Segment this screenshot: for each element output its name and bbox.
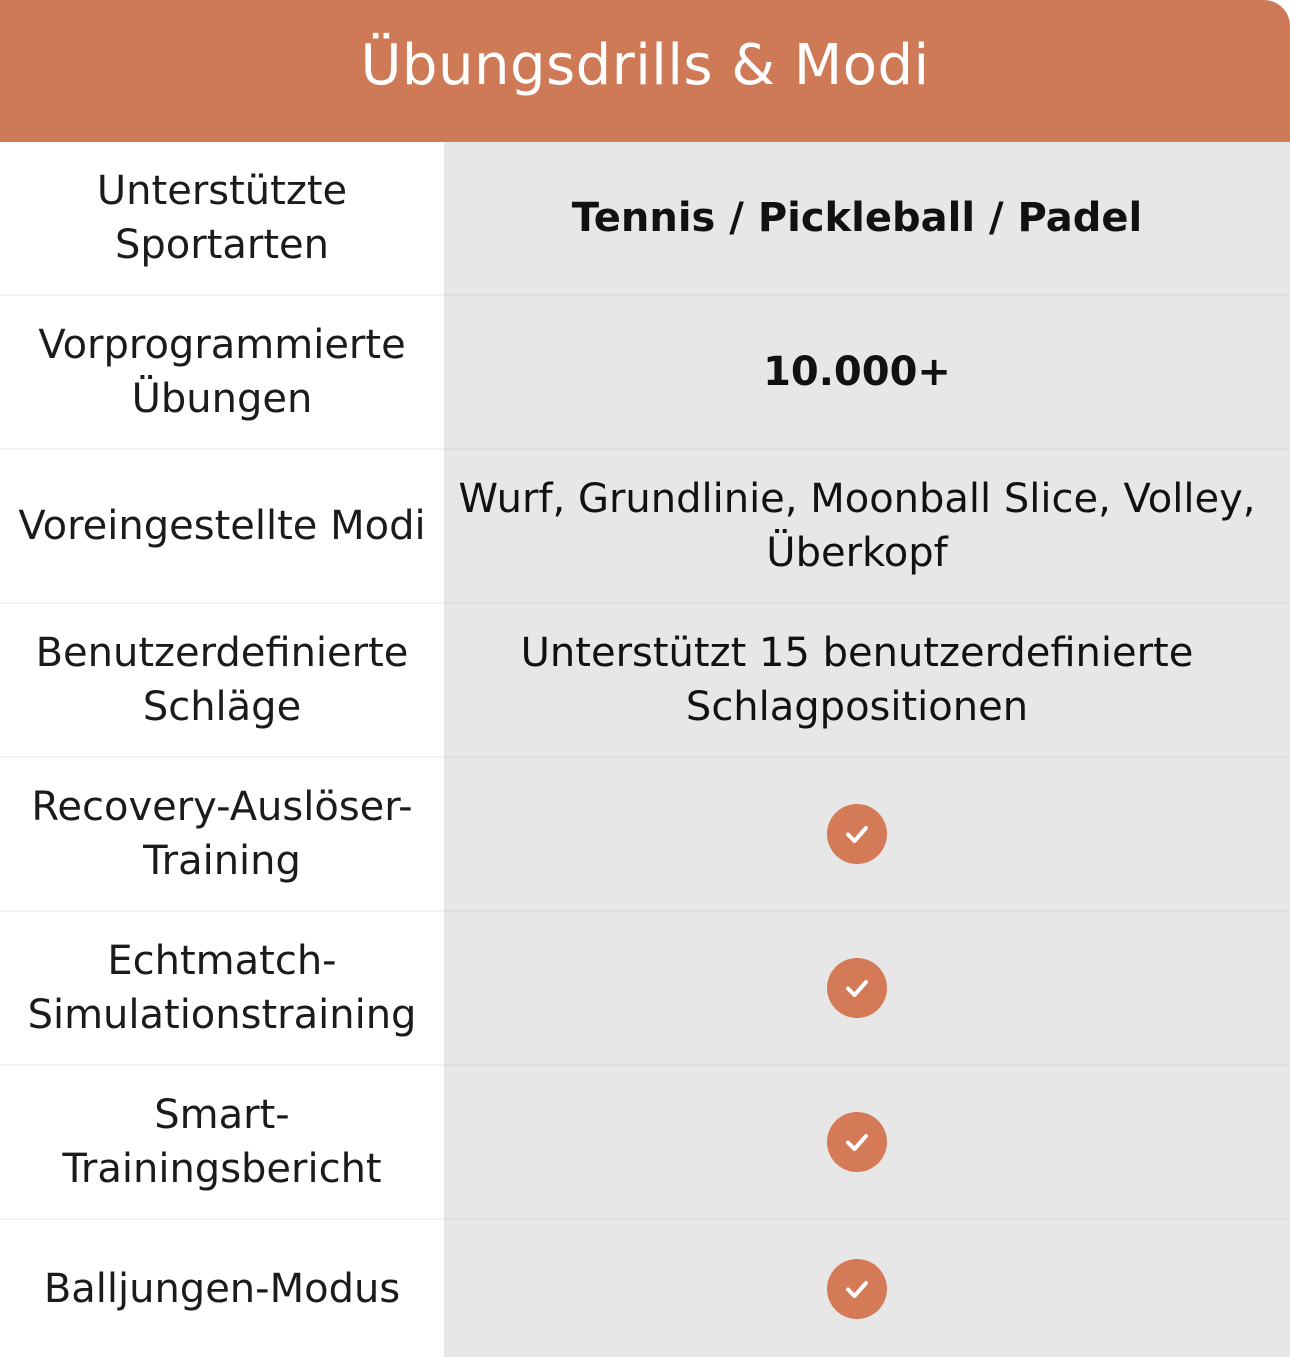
table-title: Übungsdrills & Modi	[360, 32, 930, 98]
feature-value	[444, 910, 1290, 1064]
feature-value-text: Unterstützt 15 benutzerdefinierte Schlagpositionen	[520, 630, 1194, 730]
table-row	[0, 1066, 1290, 1220]
table-row	[0, 296, 1290, 450]
feature-value	[444, 448, 1290, 602]
feature-value	[444, 602, 1290, 756]
check-circle-icon	[827, 1259, 887, 1319]
feature-label: Voreingestellte Modi	[18, 503, 426, 549]
feature-value-text: Tennis / Pickleball / Padel	[571, 195, 1143, 241]
feature-label: Unterstützte Sportarten	[96, 168, 348, 268]
feature-value	[444, 1218, 1290, 1357]
table-row	[0, 758, 1290, 912]
table-row	[0, 604, 1290, 758]
table-row	[0, 450, 1290, 604]
feature-value	[444, 142, 1290, 294]
feature-label: Balljungen-Modus	[43, 1265, 401, 1312]
feature-label: Smart-Trainingsbericht	[62, 1092, 382, 1192]
feature-rows	[0, 142, 1290, 1357]
feature-label: Benutzerdefinierte Schläge	[35, 630, 409, 730]
feature-label: Echtmatch-Simulationstraining	[27, 938, 417, 1038]
table-header	[0, 0, 1290, 142]
feature-value-text: Wurf, Grundlinie, Moonball Slice, Volley, Überkopf	[458, 476, 1256, 576]
check-circle-icon	[827, 958, 887, 1018]
table-row	[0, 1220, 1290, 1357]
feature-value-text: 10.000+	[763, 349, 951, 395]
feature-label: Vorprogrammierte Übungen	[38, 322, 406, 422]
check-circle-icon	[827, 1112, 887, 1172]
check-circle-icon	[827, 804, 887, 864]
feature-value	[444, 1064, 1290, 1218]
table-row	[0, 142, 1290, 296]
table-row	[0, 912, 1290, 1066]
feature-label: Recovery-Auslöser-Training	[31, 784, 413, 884]
feature-value	[444, 294, 1290, 448]
feature-value	[444, 756, 1290, 910]
